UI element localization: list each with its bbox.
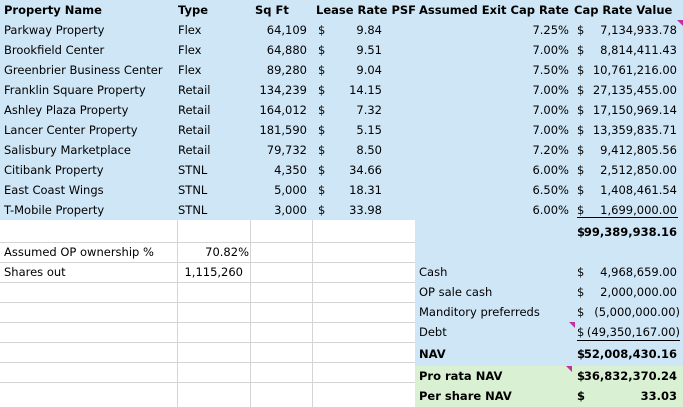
property-name[interactable]: Brookfield Center [4,43,105,57]
property-sqft[interactable]: 4,350 [274,163,307,177]
property-name[interactable]: East Coast Wings [4,183,104,197]
property-value[interactable]: 17,150,969.14 [592,103,677,117]
property-lease-rate[interactable]: 5.15 [356,123,382,137]
currency-symbol: $ [577,143,585,157]
shares-out-label[interactable]: Shares out [4,265,66,279]
gridline [0,362,415,363]
property-name[interactable]: Greenbrier Business Center [4,63,163,77]
currency-symbol: $ [318,183,326,197]
gridline [177,220,178,407]
property-sqft[interactable]: 79,732 [266,143,307,157]
property-type[interactable]: STNL [178,203,208,217]
currency-symbol: $ [318,23,326,37]
property-sqft[interactable]: 89,280 [266,63,307,77]
op-ownership-label[interactable]: Assumed OP ownership % [4,245,154,259]
pro-rata-nav-label[interactable]: Pro rata NAV [419,369,503,383]
comment-marker-icon [569,322,575,328]
property-lease-rate[interactable]: 9.51 [356,43,382,57]
op-sale-cash-label[interactable]: OP sale cash [419,285,493,299]
op-sale-cash-value[interactable]: 2,000,000.00 [600,285,677,299]
property-name[interactable]: T-Mobile Property [4,203,105,217]
property-type[interactable]: Flex [178,23,202,37]
currency-symbol: $ [577,103,585,117]
property-sqft[interactable]: 5,000 [274,183,307,197]
nav-label[interactable]: NAV [419,347,446,361]
property-cap-rate[interactable]: 7.00% [532,83,569,97]
property-sqft[interactable]: 64,109 [266,23,307,37]
property-cap-rate[interactable]: 7.20% [532,143,569,157]
property-type[interactable]: Retail [178,83,211,97]
property-lease-rate[interactable]: 7.32 [356,103,382,117]
currency-symbol: $ [318,43,326,57]
property-value[interactable]: 2,512,850.00 [600,163,677,177]
property-lease-rate[interactable]: 18.31 [349,183,382,197]
property-lease-rate[interactable]: 14.15 [349,83,382,97]
currency-symbol: $ [577,305,585,319]
property-name[interactable]: Lancer Center Property [4,123,138,137]
gridline [0,322,415,323]
currency-symbol: $ [577,63,585,77]
gridline [312,220,313,407]
property-sqft[interactable]: 3,000 [274,203,307,217]
property-value[interactable]: 8,814,411.43 [600,43,677,57]
gridline [0,302,415,303]
property-value[interactable]: 7,134,933.78 [600,23,677,37]
property-type[interactable]: Flex [178,43,202,57]
currency-symbol: $ [318,203,326,217]
currency-symbol: $ [577,389,586,403]
pro-rata-nav-value[interactable]: 36,832,370.24 [583,369,677,383]
gridline [0,382,415,383]
currency-symbol: $ [318,143,326,157]
property-value[interactable]: 10,761,216.00 [592,63,677,77]
debt-value[interactable]: (49,350,167.00) [586,325,680,339]
property-name[interactable]: Salisbury Marketplace [4,143,131,157]
property-sqft[interactable]: 134,239 [259,83,307,97]
property-cap-rate[interactable]: 6.00% [532,163,569,177]
property-cap-rate[interactable]: 7.00% [532,43,569,57]
currency-symbol: $ [577,183,585,197]
property-value[interactable]: 1,408,461.54 [600,183,677,197]
currency-symbol: $ [577,225,586,239]
property-type[interactable]: Retail [178,123,211,137]
property-sqft[interactable]: 164,012 [259,103,307,117]
gridline [250,220,251,407]
header-property-name[interactable]: Property Name [4,3,102,17]
header-lease-rate[interactable]: Lease Rate PSF [316,3,417,17]
currency-symbol: $ [577,325,585,339]
property-cap-rate[interactable]: 6.50% [532,183,569,197]
property-cap-rate[interactable]: 7.00% [532,123,569,137]
per-share-nav-value[interactable]: 33.03 [640,389,677,403]
preferreds-label[interactable]: Manditory preferreds [419,305,540,319]
debt-label[interactable]: Debt [419,325,447,339]
cash-value[interactable]: 4,968,659.00 [600,265,677,279]
debt-underline [577,340,680,341]
property-name[interactable]: Citibank Property [4,163,104,177]
header-cap-rate-value[interactable]: Cap Rate Value [574,3,673,17]
property-name[interactable]: Parkway Property [4,23,105,37]
comment-marker-icon [677,20,683,26]
currency-symbol: $ [577,369,586,383]
property-value[interactable]: 1,699,000.00 [600,203,677,217]
preferreds-value[interactable]: (5,000,000.00) [594,305,680,319]
currency-symbol: $ [577,23,585,37]
comment-marker-icon [566,366,572,372]
currency-symbol: $ [577,163,585,177]
gridline [0,342,415,343]
property-cap-rate[interactable]: 6.00% [532,203,569,217]
property-sqft[interactable]: 64,880 [266,43,307,57]
cash-label[interactable]: Cash [419,265,448,279]
currency-symbol: $ [318,83,326,97]
header-type[interactable]: Type [178,3,209,17]
currency-symbol: $ [577,123,585,137]
currency-symbol: $ [577,43,585,57]
property-type[interactable]: Retail [178,103,211,117]
property-value[interactable]: 9,412,805.56 [600,143,677,157]
property-lease-rate[interactable]: 8.50 [356,143,382,157]
property-cap-rate[interactable]: 7.25% [532,23,569,37]
shares-out-value[interactable]: 1,115,260 [184,265,243,279]
property-type[interactable]: Flex [178,63,202,77]
property-lease-rate[interactable]: 33.98 [349,203,382,217]
currency-symbol: $ [577,347,586,361]
total-cap-rate-value[interactable]: 99,389,938.16 [583,225,677,239]
property-value[interactable]: 13,359,835.71 [592,123,677,137]
property-lease-rate[interactable]: 9.04 [356,63,382,77]
header-sq-ft[interactable]: Sq Ft [255,3,289,17]
property-lease-rate[interactable]: 34.66 [349,163,382,177]
header-exit-cap-rate[interactable]: Assumed Exit Cap Rate [419,3,569,17]
property-name[interactable]: Ashley Plaza Property [4,103,129,117]
property-value[interactable]: 27,135,455.00 [592,83,677,97]
property-lease-rate[interactable]: 9.84 [356,23,382,37]
currency-symbol: $ [577,285,585,299]
subtotal-underline [577,217,678,218]
currency-symbol: $ [318,103,326,117]
property-cap-rate[interactable]: 7.50% [532,63,569,77]
property-type[interactable]: STNL [178,163,208,177]
currency-symbol: $ [577,203,585,217]
property-cap-rate[interactable]: 7.00% [532,103,569,117]
property-type[interactable]: Retail [178,143,211,157]
currency-symbol: $ [577,265,585,279]
currency-symbol: $ [577,83,585,97]
property-name[interactable]: Franklin Square Property [4,83,146,97]
currency-symbol: $ [318,63,326,77]
property-type[interactable]: STNL [178,183,208,197]
nav-value[interactable]: 52,008,430.16 [583,347,677,361]
currency-symbol: $ [318,163,326,177]
currency-symbol: $ [318,123,326,137]
property-sqft[interactable]: 181,590 [259,123,307,137]
gridline [0,282,415,283]
per-share-nav-label[interactable]: Per share NAV [419,389,512,403]
op-ownership-value[interactable]: 70.82% [205,245,249,259]
